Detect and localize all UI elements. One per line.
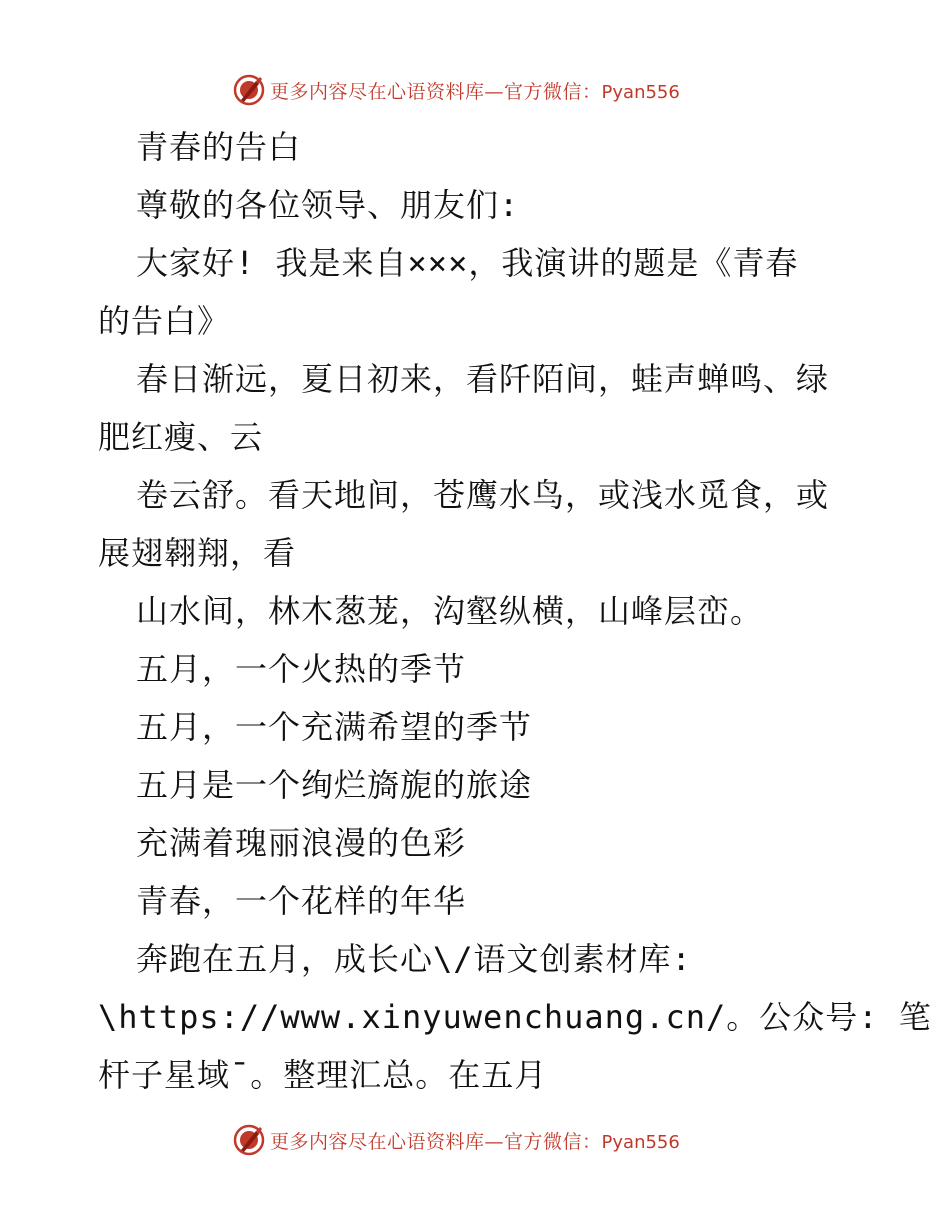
footer-wechat-id: Pyan556 (601, 1131, 680, 1153)
doc-line: 五月是一个绚烂旖旎的旅途 (136, 766, 533, 804)
footer-wechat-label: 官方微信： (504, 1130, 602, 1153)
footer-banner-text (270, 1127, 680, 1154)
pen-logo-icon (232, 73, 266, 107)
doc-line: 尊敬的各位领导、朋友们: (136, 186, 520, 224)
doc-line: 五月，一个充满希望的季节 (136, 708, 533, 746)
header-wechat-label: 官方微信： (504, 80, 602, 103)
doc-line: 杆子星域¯。整理汇总。在五月 (98, 1056, 548, 1094)
document-body (98, 118, 932, 1104)
pen-logo-icon (232, 1123, 266, 1157)
doc-line: 充满着瑰丽浪漫的色彩 (136, 824, 467, 862)
doc-line: 大家好! 我是来自×××，我演讲的题是《青春 (136, 244, 799, 282)
doc-line-url: \https://www.xinyuwenchuang.cn/。公众号: 笔 (98, 998, 932, 1036)
doc-line: 奔跑在五月，成长心\/语文创素材库: (136, 940, 692, 978)
header-brand: 更多内容尽在心语资料库 (270, 80, 485, 103)
doc-line: 展翅翱翔，看 (98, 534, 297, 572)
doc-line: 卷云舒。看天地间，苍鹰水鸟，或浅水觅食，或 (136, 476, 830, 514)
doc-line: 肥红瘦、云 (98, 418, 264, 456)
header-wechat-id: Pyan556 (601, 81, 680, 103)
header-banner-inner (232, 72, 680, 108)
footer-separator: — (484, 1130, 505, 1153)
footer-brand: 更多内容尽在心语资料库 (270, 1130, 485, 1153)
header-banner-text (270, 77, 680, 104)
footer-banner (0, 1120, 950, 1160)
doc-line: 春日渐远，夏日初来，看阡陌间，蛙声蝉鸣、绿 (136, 360, 830, 398)
footer-banner-inner (232, 1122, 680, 1158)
header-banner (0, 70, 950, 110)
doc-line: 五月，一个火热的季节 (136, 650, 467, 688)
header-separator: — (484, 80, 505, 103)
doc-line: 山水间，林木葱茏，沟壑纵横，山峰层峦。 (136, 592, 764, 630)
doc-title: 青春的告白 (136, 128, 302, 166)
doc-line: 的告白》 (98, 302, 231, 340)
doc-line: 青春，一个花样的年华 (136, 882, 467, 920)
